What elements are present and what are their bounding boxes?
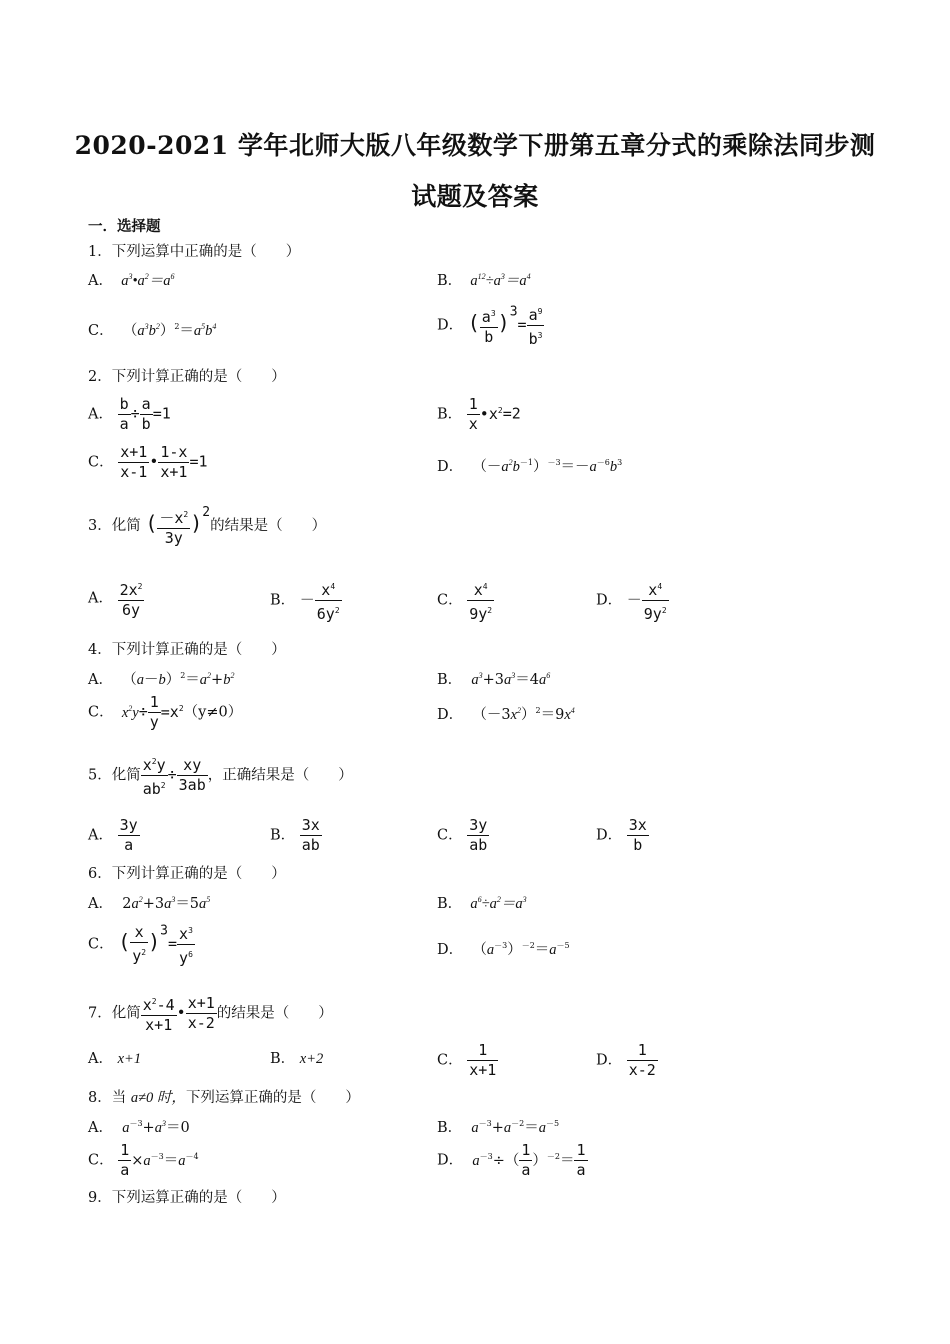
option-label: A． <box>88 406 113 423</box>
option-label: B． <box>437 896 463 912</box>
formula: $a^3•a^2=a^6$ <box>117 272 175 289</box>
question-7-option-c <box>437 1041 498 1080</box>
option-label: D． <box>437 942 464 958</box>
question-5-option-b <box>270 816 322 855</box>
option-label: B． <box>437 406 463 423</box>
option-label: B． <box>270 1051 296 1067</box>
formula: $a^{-3}+a^{-2}=a^{-5}$ <box>471 1119 560 1136</box>
option-label: D． <box>437 317 464 334</box>
question-1-option-c <box>88 318 216 340</box>
question-1-option-b <box>437 268 531 290</box>
option-label: B． <box>270 827 296 844</box>
formula: $(a^3b^2)^2=a^5b^4$ <box>118 322 217 339</box>
fraction: $\frac{1}{a}$ <box>521 1141 531 1179</box>
fraction: $\frac{1}{y}$ <box>149 693 159 731</box>
option-label: D． <box>437 459 464 475</box>
question-4-option-d <box>437 702 575 724</box>
question-9-stem: 9．下列运算正确的是（ ） <box>88 1190 286 1206</box>
question-7-option-b: B． x+2 <box>270 1051 324 1067</box>
formula: $(a-b)^2=a^2+b^2$ <box>117 671 235 688</box>
option-label: B． <box>437 672 463 688</box>
question-8-option-b <box>437 1115 559 1137</box>
fraction: $\frac{a^9}{b^3}$ <box>527 302 545 349</box>
option-label: D． <box>596 592 623 609</box>
question-5-option-a <box>88 816 140 855</box>
option-label: C． <box>88 323 114 339</box>
fraction: $\frac{1}{a}$ <box>576 1141 586 1179</box>
fraction: $\frac{x^2y}{ab^2}$ <box>141 752 168 799</box>
fraction: $\frac{3y}{ab}$ <box>469 816 488 854</box>
question-1-option-d: D． ( $\frac{a^3}{b}$ )3= $\frac{a^9}{b^3}$ <box>437 302 544 349</box>
fraction: $\frac{xy}{3ab}$ <box>178 756 206 794</box>
option-label: C． <box>88 936 114 953</box>
question-8-stem: 8．当 a≠0 时，下列运算正确的是（ ） <box>88 1090 360 1106</box>
question-3-option-d: D． － $\frac{x^4}{9y^2}$ <box>596 577 669 624</box>
question-1-stem: 1．下列运算中正确的是（ ） <box>88 244 301 260</box>
fraction: $\frac{3x}{b}$ <box>628 816 647 854</box>
question-4-stem: 4．下列计算正确的是（ ） <box>88 642 286 658</box>
fraction: $\frac{b}{a}$ <box>119 395 129 433</box>
fraction: $\frac{1}{x-2}$ <box>628 1041 656 1079</box>
option-label: D． <box>596 1052 623 1069</box>
fraction: $\frac{3y}{a}$ <box>119 816 138 854</box>
fraction: $\frac{1}{x+1}$ <box>469 1041 497 1079</box>
option-label: C． <box>437 827 463 844</box>
formula: $a^6\div a^2=a^3$ <box>466 895 527 912</box>
fraction: $\frac{3x}{ab}$ <box>301 816 320 854</box>
option-label: A． <box>88 827 113 844</box>
document-title-line-2: 试题及答案 <box>411 182 539 211</box>
fraction: $\frac{1}{a}$ <box>120 1141 130 1179</box>
question-4-option-c: C． $x^2y\div$ $\frac{1}{y}$ $=x^2(y\ne 0)$ <box>88 693 243 731</box>
option-label: A． <box>88 672 113 688</box>
option-label: D． <box>437 707 464 723</box>
question-7-option-a: A． x+1 <box>88 1051 142 1067</box>
question-5-stem: 5．化简 $\frac{x^2y}{ab^2}$ ÷ $\frac{xy}{3ab}$ ，正确结果是（ ） <box>88 752 353 799</box>
question-2-option-b: B． $\frac{1}{x}$ $•x^2=2$ <box>437 395 521 433</box>
option-label: C． <box>88 704 114 721</box>
option-label: C． <box>437 592 463 609</box>
question-5-option-d <box>596 816 649 855</box>
fraction: $\frac{x^3}{y^6}$ <box>177 921 195 968</box>
fraction: $\frac{x+1}{x-2}$ <box>187 994 215 1032</box>
question-4-option-b <box>437 667 550 689</box>
question-6-option-b <box>437 891 527 913</box>
fraction: $\frac{a}{b}$ <box>141 395 151 433</box>
fraction: $\frac{1-x}{x+1}$ <box>160 443 188 481</box>
option-label: B． <box>270 592 296 609</box>
section-heading: 一．选择题 <box>88 218 161 235</box>
question-4-option-a <box>88 667 234 689</box>
fraction: $\frac{2x^2}{6y}$ <box>118 577 145 620</box>
question-3-stem: 3．化简 ( $\frac{-x^2}{3y}$ )2的结果是（ ） <box>88 505 327 547</box>
formula: $(-a^2b^{-1})^{-3}=-a^{-6}b^3$ <box>467 458 623 475</box>
formula: $(-3x^2)^2=9x^4$ <box>467 706 575 723</box>
option-label: A． <box>88 896 113 912</box>
question-8-option-d: D． $a^{-3}\div$（ $\frac{1}{a}$ ）$^{-2}$＝ $\frac{1}{a}$ <box>437 1141 586 1179</box>
fraction: $\frac{x^4}{9y^2}$ <box>467 577 494 624</box>
question-6-stem: 6．下列计算正确的是（ ） <box>88 866 286 882</box>
fraction: $\frac{x^4}{6y^2}$ <box>315 577 342 624</box>
question-6-option-d <box>437 937 570 959</box>
question-2-option-d <box>437 454 622 476</box>
question-3-option-a <box>88 577 144 620</box>
fraction: $\frac{x^2-4}{x+1}$ <box>141 992 177 1035</box>
option-label: C． <box>437 1052 463 1069</box>
option-label: D． <box>437 1152 464 1169</box>
option-label: A． <box>88 590 113 607</box>
fraction: $\frac{x}{y^2}$ <box>132 923 147 965</box>
question-6-option-c: C． ( $\frac{x}{y^2}$ )3= $\frac{x^3}{y^6}$ <box>88 923 193 967</box>
formula: $(a^{-3})^{-2}=a^{-5}$ <box>467 941 570 958</box>
option-label: B． <box>437 1120 463 1136</box>
question-7-option-d <box>596 1041 658 1080</box>
question-8-option-c: C． $\frac{1}{a}$ $\times a^{-3}=a^{-4}$ <box>88 1141 199 1179</box>
fraction: $\frac{a^3}{b}$ <box>480 304 498 347</box>
fraction: $\frac{x+1}{x-1}$ <box>120 443 148 481</box>
question-1-option-a <box>88 268 175 290</box>
formula: $a^3+3a^3=4a^6$ <box>471 671 551 688</box>
fraction: $\frac{1}{x}$ <box>468 395 478 433</box>
question-3-option-b: B． － $\frac{x^4}{6y^2}$ <box>270 577 342 624</box>
fraction: $\frac{-x^2}{3y}$ <box>157 505 190 548</box>
question-8-option-a <box>88 1115 190 1137</box>
question-5-option-c <box>437 816 489 855</box>
option-label: A． <box>88 1051 113 1067</box>
option-label: D． <box>596 827 623 844</box>
option-label: C． <box>88 454 114 471</box>
option-label: A． <box>88 1120 113 1136</box>
formula: $a^{12}\div a^3=a^4$ <box>466 272 531 289</box>
question-3-option-c <box>437 577 494 624</box>
question-7-stem: 7．化简 $\frac{x^2-4}{x+1}$ • $\frac{x+1}{x-2}$ 的结果是（ ） <box>88 994 333 1034</box>
fraction: $\frac{x^4}{9y^2}$ <box>642 577 669 624</box>
formula: $2a^2+3a^3=5a^5$ <box>117 895 211 912</box>
option-label: B． <box>437 273 463 289</box>
formula: $a^{-3}+a^3=0$ <box>122 1119 190 1136</box>
document-title-line-1: 2020-2021 学年北师大版八年级数学下册第五章分式的乘除法同步测 <box>74 131 876 160</box>
option-label: A． <box>88 273 113 289</box>
question-6-option-a <box>88 891 210 913</box>
question-2-option-c: C． $\frac{x+1}{x-1}$ • $\frac{1-x}{x+1}$ =1 <box>88 443 208 481</box>
option-label: C． <box>88 1152 114 1169</box>
question-2-option-a: A． $\frac{b}{a}$ ÷ $\frac{a}{b}$ =1 <box>88 395 171 433</box>
question-2-stem: 2．下列计算正确的是（ ） <box>88 369 286 385</box>
